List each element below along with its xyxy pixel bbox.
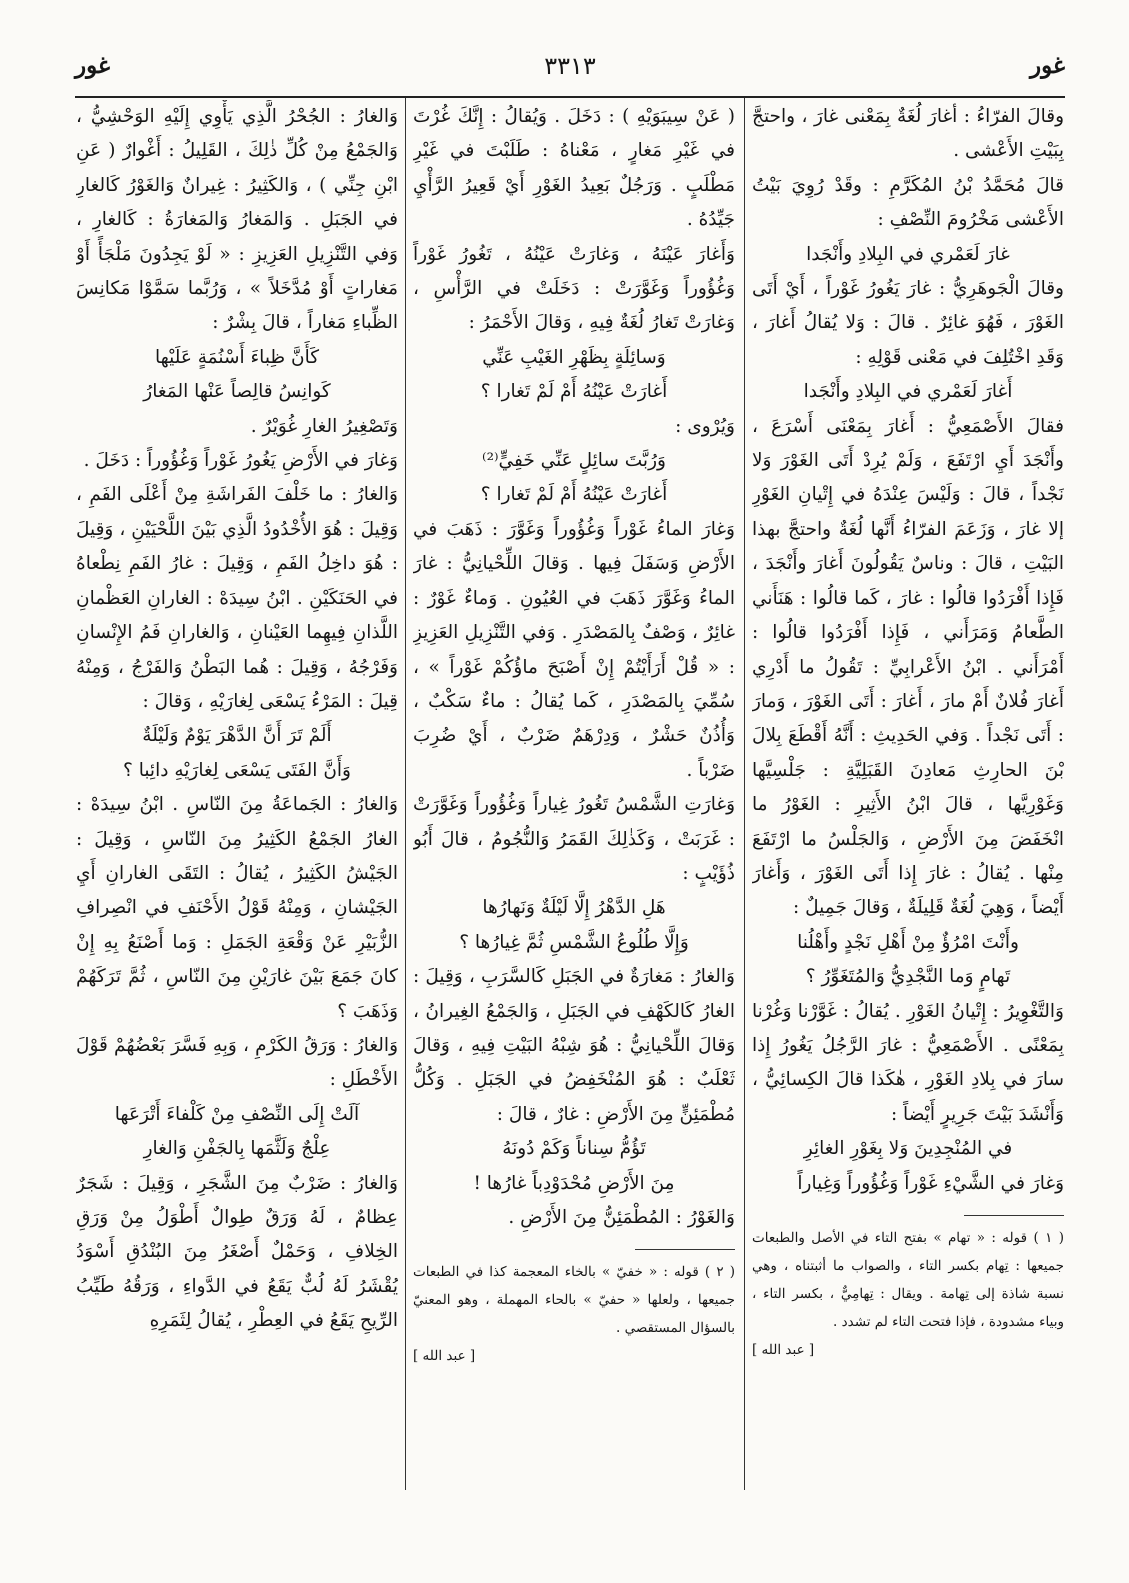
paragraph: قالَ مُحَمَّدُ بْنُ المُكَرَّمِ : وقَدْ رُوِيَ بَيْتُ الأَعْشى مَخْرُومَ النِّصْفِ : — [752, 174, 1064, 231]
verse-line: في المُنْجِدِينَ وَلا بِغَوْرِ الغائِرِ — [803, 1138, 1013, 1160]
footnote: ( ٢ ) قوله : « خفيّ » بالخاء المعجمة كذا في الطبعات جميعها ، ولعلها « حفيّ » بالحاء المهملة ، وهو المعنيّ بالسؤال المستقصي . — [413, 1264, 735, 1337]
paragraph: فقالَ الأَصْمَعِيُّ : أَغارَ بِمَعْنَى أَسْرَعَ ، وأَنْجَدَ أَيِ ارْتَفَعَ ، وَلَمْ يُرِدْ أَتَى الغَوْرَ وَلا نَجْداً ، قالَ : وَلَيْسَ عِنْدَهُ في إِتْيانِ الغَوْرِ إلا غارَ ، وَزَعَمَ الفرّاءُ أَنَّها لُغَةٌ واحتجَّ بهذا البَيْتِ ، قالَ : وناسٌ يَقُولُونَ أَغارَ وأَنْجَدَ ، فَإِذا أَفْرَدُوا قالُوا : غارَ ، كَما قالُوا : هَنَأَني الطَّعامُ وَمَرَأَني ، فَإِذا أَفْرَدُوا قالُوا : أَمْرَأَني . ابْنُ الأَعْرابِيِّ : تَقُولُ ما أَدْرِي أَغارَ فُلانٌ أَمْ مارَ ، أَغارَ : أَتَى الغَوْرَ ، وَمارَ : أَتَى نَجْداً . وَفي الحَدِيثِ : أَنَّهُ أَقْطَعَ بِلالَ بْنَ الحارِثِ مَعادِنَ القَبَلِيَّةِ : جَلْسِيَّها وَغَوْرِيَّها ، قالَ ابْنُ الأَثِيرِ : الغَوْرُ ما انْخَفَضَ مِنَ الأَرْضِ ، وَالجَلْسُ ما ارْتَفَعَ مِنْها . يُقالُ : غارَ إِذا أَتَى الغَوْرَ ، وَأَغارَ أَيْضاً ، وَهِيَ لُغَةٌ قَلِيلَةٌ ، وَقالَ جَمِيلٌ : — [752, 415, 1064, 919]
footnote: ( ١ ) قوله : « تهام » بفتح التاء في الأصل والطبعات جميعها : تِهام بكسر التاء ، والصواب ما أثبتناه ، وهي نسبة شاذة إلى تِهامة . ويقال : تِهامِيٌّ ، بكسر التاء ، وبياء مشدودة ، فإذا فتحت التاء لم تشدد . — [752, 1230, 1064, 1330]
paragraph: وَالغارُ : ما خَلْفَ الفَراشَةِ مِنْ أَعْلَى الفَمِ ، وَقِيلَ : هُوَ الأُخْدُودُ الَّذِي بَيْنَ اللَّحْيَيْنِ ، وَقِيلَ : هُوَ داخِلُ الفَمِ ، وَقِيلَ : غارُ الفَمِ نِطْعاهُ في الحَنَكَيْنِ . ابْنُ سِيدَهْ : الغارانِ العَظْمانِ اللَّذانِ فِيهِما العَيْنانِ ، وَالغارانِ فَمُ الإِنْسانِ وَفَرْجُهُ ، وَقِيلَ : هُما البَطْنُ وَالفَرْجُ ، وَمِنْهُ قِيلَ : المَرْءُ يَسْعَى لِغارَيْهِ ، وَقالَ : — [76, 484, 398, 712]
column-middle — [413, 100, 735, 1490]
paragraph: وَأَغارَ عَيْنَهُ ، وَغارَتْ عَيْنُهُ ، تَغُورُ غَوْراً وَغُؤُوراً وَغَوَّرَتْ : دَخَلَتْ في الرَّأْسِ ، وَغارَتْ تَغارُ لُغَةٌ فِيهِ ، وَقالَ الأَحْمَرُ : — [413, 243, 735, 334]
verse-line: وَإِلَّا طُلُوعُ الشَّمْسِ ثُمَّ غِيارُها ؟ — [459, 931, 689, 953]
verse-line: وأَنْتَ امْرُؤٌ مِنْ أَهْلِ نَجْدٍ وأَهْلُنا — [797, 931, 1019, 953]
editor-signature: [ عبد الله ] — [752, 1342, 815, 1358]
verse-line: وَسائِلَةٍ بِظَهْرِ الغَيْبِ عَنِّي — [482, 346, 666, 368]
verse-line: كَوانِسُ قالِصاً عَنْها المَغارُ — [143, 381, 331, 403]
verse-line: أَغارَتْ عَيْنُهُ أَمْ لَمْ تَغارا ؟ — [480, 381, 668, 403]
verse-line: أَغارَ لَعَمْري في البِلادِ وأَنْجَدا — [803, 381, 1013, 403]
verse-line: هَلِ الدَّهْرُ إِلَّا لَيْلَةٌ وَنَهارُها — [482, 897, 666, 919]
verse-line: مِنَ الأَرْضِ مُحْدَوْدِباً غارُها ! — [473, 1172, 675, 1194]
verse-line: كَأَنَّ ظِباءَ أَسْنُمَةٍ عَلَيْها — [154, 346, 320, 368]
column-divider — [405, 98, 406, 1490]
footnote-separator — [964, 1215, 1064, 1216]
paragraph: وَتَصْغِيرُ الغارِ غُوَيْرٌ . — [250, 415, 398, 437]
paragraph: وَالغارُ : مَغارَةٌ في الجَبَلِ كَالسَّرَبِ ، وَقِيلَ : الغارُ كَالكَهْفِ في الجَبَلِ ، وَالجَمْعُ الغِيرانُ ، وَقالَ اللِّحْيانِيُّ : هُوَ شِبْهُ البَيْتِ فِيهِ ، وَقالَ ثَعْلَبٌ : هُوَ المُنْخَفِضُ في الجَبَلِ . وَكُلُّ مُطْمَئِنٍّ مِنَ الأَرْضِ : غارٌ ، قالَ : — [413, 966, 735, 1125]
paragraph: وَالغارُ : الجَماعَةُ مِنَ النّاسِ . ابْنُ سِيدَهْ : الغارُ الجَمْعُ الكَثِيرُ مِنَ النّاسِ ، وَقِيلَ : الجَيْشُ الكَثِيرُ ، يُقالُ : التَقَى الغارانِ أَيِ الجَيْشانِ ، وَمِنْهُ قَوْلُ الأَحْنَفِ في انْصِرافِ الزُّبَيْرِ عَنْ وَقْعَةِ الجَمَلِ : وَما أَصْنَعُ بِهِ إِنْ كانَ جَمَعَ بَيْنَ غارَيْنِ مِنَ النّاسِ ، ثُمَّ تَرَكَهُمْ وَذَهَبَ ؟ — [76, 794, 398, 1022]
paragraph: وَغارَ في الأَرْضِ يَغُورُ غَوْراً وَغُؤُوراً : دَخَلَ . — [83, 450, 398, 472]
paragraph: ( عَنْ سِيبَوَيْهِ ) : دَخَلَ . وَيُقالُ : إِنَّكَ غُرْتَ في غَيْرِ مَغارٍ ، مَعْناهُ : طَلَبْتَ في غَيْرِ مَطْلَبٍ . وَرَجُلٌ بَعِيدُ الغَوْرِ أَيْ قَعِيرُ الرَّأْيِ جَيِّدُهُ . — [413, 106, 735, 231]
column-right — [752, 100, 1064, 1490]
page-header — [75, 52, 1065, 92]
header-root-word-left: غور — [75, 52, 111, 79]
paragraph: وَالغارُ : ضَرْبٌ مِنَ الشَّجَرِ ، وَقِيلَ : شَجَرٌ عِظامٌ ، لَهُ وَرَقٌ طِوالٌ أَطْوَلُ مِنْ وَرَقِ الخِلافِ ، وَحَمْلٌ أَصْغَرُ مِنَ البُنْدُقِ أَسْوَدُ يُقْشَرُ لَهُ لُبٌّ يَقَعُ في الدَّواءِ ، وَرَقُهُ طَيِّبُ الرِّيحِ يَقَعُ في العِطْرِ ، يُقالُ لِثَمَرِهِ — [76, 1172, 398, 1332]
header-root-word-right: غور — [1029, 52, 1065, 79]
footnote-separator — [635, 1249, 735, 1250]
paragraph: وقالَ الْجَوهَرِيُّ : غارَ يَغُورُ غَوْراً ، أَيْ أَتَى الغَوْرَ ، فَهُوَ غائِرٌ . قالَ : وَلا يُقالُ أَغارَ ، وَقَدِ اخْتُلِفَ في مَعْنى قَوْلِهِ : — [752, 278, 1064, 368]
verse-line: أَغارَتْ عَيْنُهُ أَمْ لَمْ تَغارا ؟ — [480, 484, 668, 506]
verse-line: غارَ لَعَمْري في البِلادِ وأَنْجَدا — [806, 243, 1010, 265]
page-number: ٣٣١٣ — [544, 52, 596, 80]
paragraph: وَغارَ في الشَّيْءِ غَوْراً وَغُؤُوراً وَغِياراً — [797, 1172, 1064, 1194]
verse-line: تَهامٍ وَما النَّجْدِيُّ وَالمُتَغَوِّرُ ؟ — [805, 966, 1011, 988]
paragraph: وَيُرْوى : — [675, 415, 735, 437]
paragraph: وَغارَ الماءُ غَوْراً وَغُؤُوراً وَغَوَّرَ : ذَهَبَ في الأَرْضِ وَسَفَلَ فِيها . وَقالَ اللِّحْيانِيُّ : غارَ الماءُ وَغَوَّرَ ذَهَبَ في العُيُونِ . وَماءٌ غَوْرٌ : غائِرٌ ، وَصْفٌ بِالمَصْدَرِ . وَفي التَّنْزِيلِ العَزِيزِ : « قُلْ أَرَأَيْتُمْ إِنْ أَصْبَحَ ماؤُكُمْ غَوْراً » ، سُمِّيَ بِالمَصْدَرِ ، كَما يُقالُ : ماءٌ سَكْبٌ ، وَأُذُنٌ حَشْرٌ ، وَدِرْهَمٌ ضَرْبٌ ، أَيْ ضُرِبَ ضَرْباً . — [413, 518, 735, 781]
header-rule — [75, 96, 1065, 98]
column-left — [76, 100, 398, 1490]
verse-line: عِلْجٌ وَلَثَّمَها بِالجَفْنِ وَالغارِ — [143, 1138, 331, 1160]
verse-line: آلَتْ إِلَى النِّصْفِ مِنْ كَلْفاءَ أَتْرَعَها — [114, 1103, 360, 1125]
verse-line: وَرُبَّتَ سائِلٍ عَنِّي خَفِيٍّ⁽²⁾ — [482, 450, 666, 472]
verse-line: تَؤُمُّ سِناناً وَكَمْ دُونَهُ — [502, 1138, 646, 1160]
paragraph: وَغارَتِ الشَّمْسُ تَغُورُ غِياراً وَغُؤُوراً وَغَوَّرَتْ : غَرَبَتْ ، وَكَذٰلِكَ القَمَرُ وَالنُّجُومُ ، قالَ أَبُو ذُؤَيْبٍ : — [413, 794, 735, 884]
verse-line: وَأَنَّ الفَتَى يَسْعَى لِغارَيْهِ دائِبا ؟ — [123, 759, 351, 781]
paragraph: وَالغَوْرُ : المُطْمَئِنُّ مِنَ الأَرْضِ . — [508, 1207, 735, 1228]
paragraph: وَالغارُ : وَرَقُ الكَرْمِ ، وَبِهِ فَسَّرَ بَعْضُهُمْ قَوْلَ الأَخْطَلِ : — [76, 1034, 398, 1091]
editor-signature: [ عبد الله ] — [413, 1348, 476, 1365]
verse-line: أَلَمْ تَرَ أَنَّ الدَّهْرَ يَوْمٌ وَلَيْلَةٌ — [142, 725, 332, 747]
paragraph: وَالتَّغْوِيرُ : إِتْيانُ الغَوْرِ . يُقالُ : غَوَّرْنا وَغُرْنا بِمَعْنًى . الأَصْمَعِيُّ : غارَ الرَّجُلُ يَغُورُ إِذا سارَ في بِلادِ الغَوْرِ ، هٰكَذا قالَ الكِسائِيُّ ، وَأَنْشَدَ بَيْتَ جَرِيرٍ أَيْضاً : — [752, 1000, 1064, 1125]
column-divider — [744, 98, 745, 1490]
paragraph: وَالغارُ : الجُحْرُ الَّذِي يَأْوِي إِلَيْهِ الوَحْشِيُّ ، وَالجَمْعُ مِنْ كُلِّ ذٰلِكَ ، القَلِيلُ : أَغْوارٌ ( عَنِ ابْنِ جِنِّي ) ، وَالكَثِيرُ : غِيرانٌ وَالغَوْرُ كَالغارِ في الجَبَلِ . وَالمَغارُ وَالمَغارَةُ : كَالغارِ ، وَفي التَّنْزِيلِ العَزِيزِ : « لَوْ يَجِدُونَ مَلْجَأً أَوْ مَغاراتٍ أَوْ مُدَّخَلاً » ، وَرُبَّما سَمَّوْا مَكانِسَ الظِّباءِ مَغاراً ، قالَ بِشْرٌ : — [76, 106, 398, 334]
paragraph: وقالَ الفرّاءُ : أغارَ لُغَةٌ بِمَعْنى غارَ ، واحتجَّ بِبَيْتِ الأَعْشى . — [752, 106, 1064, 162]
